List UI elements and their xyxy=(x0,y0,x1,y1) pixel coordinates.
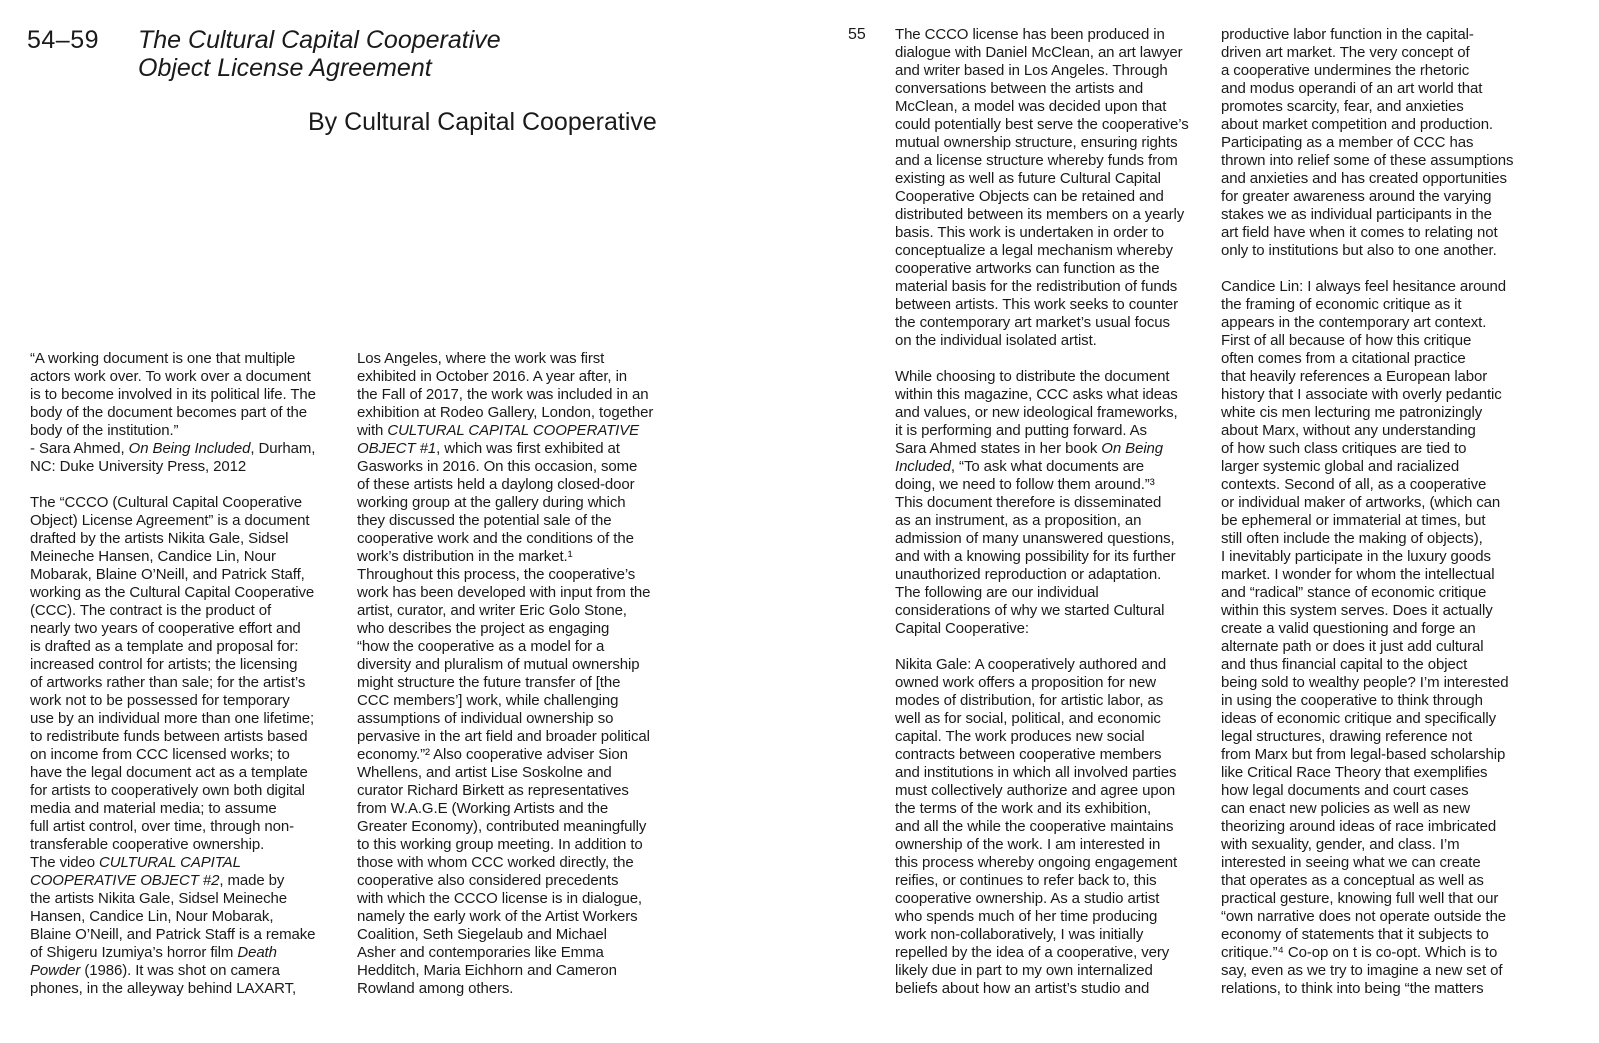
work-title: COOPERATIVE OBJECT #2 xyxy=(30,872,220,889)
paragraph xyxy=(895,26,1210,350)
text-line: the terms of the work and its exhibition, xyxy=(895,800,1152,817)
byline: By Cultural Capital Cooperative xyxy=(308,108,657,136)
text-line: Gasworks in 2016. On this occasion, some xyxy=(357,458,638,475)
text-line: theorizing around ideas of race imbricated xyxy=(1221,818,1497,835)
text-line: Cooperative Objects can be retained and xyxy=(895,188,1164,205)
text-line: “own narrative does not operate outside the xyxy=(1221,908,1507,925)
text-line: Hansen, Candice Lin, Nour Mobarak, xyxy=(30,908,274,925)
text-line: pervasive in the art field and broader political xyxy=(357,728,650,745)
article-title-line: The Cultural Capital Cooperative xyxy=(138,26,501,54)
text-line: being sold to wealthy people? I’m interested xyxy=(1221,674,1509,691)
paragraph xyxy=(1221,26,1541,260)
paragraph xyxy=(1221,278,1541,998)
text-line: Mobarak, Blaine O’Neill, and Patrick Staff, xyxy=(30,566,305,583)
text-line: relations, to think into being “the matters xyxy=(1221,980,1484,997)
text-line: practical gesture, knowing full well that our xyxy=(1221,890,1499,907)
text-line: could potentially best serve the cooperative’s xyxy=(895,116,1189,133)
text-line: Asher and contemporaries like Emma xyxy=(357,944,604,961)
text-line: exhibited in October 2016. A year after, in xyxy=(357,368,628,385)
text-line: Powder (1986). It was shot on camera xyxy=(30,962,280,979)
text-line: artist, curator, and writer Eric Golo Stone, xyxy=(357,602,627,619)
text-line: - Sara Ahmed, On Being Included, Durham, xyxy=(30,440,316,457)
text-line: on income from CCC licensed works; to xyxy=(30,746,290,763)
text-line: that operates as a conceptual as well as xyxy=(1221,872,1484,889)
text-line: Included, “To ask what documents are xyxy=(895,458,1145,475)
text-line: create a valid questioning and forge an xyxy=(1221,620,1476,637)
work-title: On Being Included xyxy=(128,440,251,457)
text-line: body of the document becomes part of the xyxy=(30,404,308,421)
text-line: Meineche Hansen, Candice Lin, Nour xyxy=(30,548,276,565)
text-line: thrown into relief some of these assumptions xyxy=(1221,152,1514,169)
article-title-line: Object License Agreement xyxy=(138,54,432,82)
text-line: work non-collaboratively, I was initially xyxy=(895,926,1144,943)
work-title: CULTURAL CAPITAL xyxy=(99,854,241,871)
text-line: OBJECT #1, which was first exhibited at xyxy=(357,440,620,457)
text-line: economy of statements that it subjects to xyxy=(1221,926,1489,943)
text-line: and with a knowing possibility for its further xyxy=(895,548,1176,565)
text-line: repelled by the idea of a cooperative, very xyxy=(895,944,1170,961)
text-line: stakes we as individual participants in the xyxy=(1221,206,1492,223)
text-line: interested in seeing what we can create xyxy=(1221,854,1481,871)
text-line: distributed between its members on a yearly xyxy=(895,206,1185,223)
text-line: Hedditch, Maria Eichhorn and Cameron xyxy=(357,962,617,979)
text-line: body of the institution.” xyxy=(30,422,179,439)
text-line: likely due in part to my own internalized xyxy=(895,962,1153,979)
text-line: COOPERATIVE OBJECT #2, made by xyxy=(30,872,285,889)
text-line: considerations of why we started Cultural xyxy=(895,602,1165,619)
work-title: Powder xyxy=(30,962,81,979)
text-line: history that I associate with overly pedantic xyxy=(1221,386,1502,403)
text-line: namely the early work of the Artist Workers xyxy=(357,908,638,925)
paragraph xyxy=(30,350,340,476)
paragraph xyxy=(30,494,340,998)
text-line: a cooperative undermines the rhetoric xyxy=(1221,62,1470,79)
page-range-number: 54–59 xyxy=(27,26,100,54)
text-line: This document therefore is disseminated xyxy=(895,494,1162,511)
text-line: conceptualize a legal mechanism whereby xyxy=(895,242,1173,259)
text-line: contracts between cooperative members xyxy=(895,746,1162,763)
text-line: phones, in the alleyway behind LAXART, xyxy=(30,980,297,997)
text-line: and modus operandi of an art world that xyxy=(1221,80,1483,97)
text-line: conversations between the artists and xyxy=(895,80,1144,97)
text-line: of Shigeru Izumiya’s horror film Death xyxy=(30,944,277,961)
text-line: legal structures, drawing reference not xyxy=(1221,728,1473,745)
text-line: doing, we need to follow them around.”³ xyxy=(895,476,1155,493)
text-line: “A working document is one that multiple xyxy=(30,350,296,367)
work-title: Death xyxy=(237,944,277,961)
text-line: who spends much of her time producing xyxy=(895,908,1158,925)
text-line: working group at the gallery during which xyxy=(357,494,626,511)
text-line: cooperative artworks can function as the xyxy=(895,260,1160,277)
text-line: is drafted as a template and proposal for: xyxy=(30,638,299,655)
text-line: existing as well as future Cultural Capital xyxy=(895,170,1161,187)
text-line: working as the Cultural Capital Cooperative xyxy=(30,584,315,601)
work-title: OBJECT #1 xyxy=(357,440,437,457)
text-line: like Critical Race Theory that exemplifies xyxy=(1221,764,1488,781)
text-line: how legal documents and court cases xyxy=(1221,782,1469,799)
text-line: that heavily references a European labor xyxy=(1221,368,1488,385)
text-line: Blaine O’Neill, and Patrick Staff is a remake xyxy=(30,926,316,943)
text-line: and institutions in which all involved parties xyxy=(895,764,1177,781)
text-line: capital. The work produces new social xyxy=(895,728,1145,745)
text-line: NC: Duke University Press, 2012 xyxy=(30,458,247,475)
text-line: While choosing to distribute the document xyxy=(895,368,1170,385)
text-line: (CCC). The contract is the product of xyxy=(30,602,272,619)
text-line: within this system serves. Does it actually xyxy=(1221,602,1493,619)
text-line: from W.A.G.E (Working Artists and the xyxy=(357,800,609,817)
text-line: ownership of the work. I am interested in xyxy=(895,836,1161,853)
text-line: modes of distribution, for artistic labor, as xyxy=(895,692,1164,709)
text-line: nearly two years of cooperative effort and xyxy=(30,620,301,637)
text-line: media and material media; to assume xyxy=(30,800,277,817)
text-line: use by an individual more than one lifetime; xyxy=(30,710,315,727)
text-line: of artworks rather than sale; for the artist’s xyxy=(30,674,306,691)
text-line: and values, or new ideological frameworks, xyxy=(895,404,1178,421)
text-line: contexts. Second of all, as a cooperative xyxy=(1221,476,1487,493)
text-line: who describes the project as engaging xyxy=(357,620,610,637)
text-line: actors work over. To work over a document xyxy=(30,368,311,385)
text-line: dialogue with Daniel McClean, an art lawyer xyxy=(895,44,1183,61)
text-line: often comes from a citational practice xyxy=(1221,350,1466,367)
text-line: Participating as a member of CCC has xyxy=(1221,134,1474,151)
text-line: mutual ownership structure, ensuring rights xyxy=(895,134,1178,151)
text-line: and a license structure whereby funds from xyxy=(895,152,1178,169)
text-line: and all the while the cooperative maintains xyxy=(895,818,1174,835)
text-line: work’s distribution in the market.¹ xyxy=(357,548,573,565)
paragraph xyxy=(357,350,677,998)
text-line: they discussed the potential sale of the xyxy=(357,512,612,529)
text-line: work not to be possessed for temporary xyxy=(30,692,290,709)
text-line: have the legal document act as a template xyxy=(30,764,308,781)
text-line: Candice Lin: I always feel hesitance around xyxy=(1221,278,1507,295)
text-line: cooperative also considered precedents xyxy=(357,872,619,889)
text-line: say, even as we try to imagine a new set of xyxy=(1221,962,1503,979)
text-line: Greater Economy), contributed meaningfully xyxy=(357,818,647,835)
text-line: First of all because of how this critique xyxy=(1221,332,1472,349)
text-line: cooperative ownership. As a studio artist xyxy=(895,890,1160,907)
text-line: Los Angeles, where the work was first xyxy=(357,350,605,367)
text-line: exhibition at Rodeo Gallery, London, together xyxy=(357,404,654,421)
text-line: McClean, a model was decided upon that xyxy=(895,98,1167,115)
text-line: economy.”² Also cooperative adviser Sion xyxy=(357,746,628,763)
text-line: can enact new policies as well as new xyxy=(1221,800,1470,817)
text-line: The “CCCO (Cultural Capital Cooperative xyxy=(30,494,303,511)
text-line: cooperative work and the conditions of the xyxy=(357,530,634,547)
text-line: and writer based in Los Angeles. Through xyxy=(895,62,1168,79)
text-line: promotes scarcity, fear, and anxieties xyxy=(1221,98,1464,115)
text-line: with which the CCCO license is in dialogue, xyxy=(357,890,642,907)
text-line: alternate path or does it just add cultural xyxy=(1221,638,1484,655)
text-line: Rowland among others. xyxy=(357,980,514,997)
text-line: on the individual isolated artist. xyxy=(895,332,1097,349)
text-line: within this magazine, CCC asks what ideas xyxy=(895,386,1178,403)
text-line: material basis for the redistribution of funds xyxy=(895,278,1178,295)
text-line: or individual maker of artworks, (which can xyxy=(1221,494,1501,511)
text-line: is to become involved in its political life. The xyxy=(30,386,316,403)
text-line: The following are our individual xyxy=(895,584,1099,601)
text-column xyxy=(357,350,677,1016)
text-line: the framing of economic critique as it xyxy=(1221,296,1462,313)
text-line: Coalition, Seth Siegelaub and Michael xyxy=(357,926,607,943)
text-line: and “radical” stance of economic critique xyxy=(1221,584,1487,601)
text-line: for greater awareness around the varying xyxy=(1221,188,1492,205)
text-line: critique.”⁴ Co-op on t is co-opt. Which is to xyxy=(1221,944,1498,961)
text-line: this process whereby ongoing engagement xyxy=(895,854,1178,871)
text-line: increased control for artists; the licensing xyxy=(30,656,298,673)
text-line: Throughout this process, the cooperative’s xyxy=(357,566,636,583)
article-title xyxy=(138,26,501,82)
text-line: full artist control, over time, through non- xyxy=(30,818,295,835)
text-line: must collectively authorize and agree upon xyxy=(895,782,1176,799)
text-line: be ephemeral or immaterial at times, but xyxy=(1221,512,1486,529)
text-line: for artists to cooperatively own both digital xyxy=(30,782,305,799)
text-line: only to institutions but also to one another. xyxy=(1221,242,1497,259)
text-line: driven art market. The very concept of xyxy=(1221,44,1470,61)
text-line: the Fall of 2017, the work was included in an xyxy=(357,386,649,403)
text-line: curator Richard Birkett as representatives xyxy=(357,782,629,799)
text-line: productive labor function in the capital- xyxy=(1221,26,1474,43)
text-line: Nikita Gale: A cooperatively authored and xyxy=(895,656,1167,673)
text-line: to redistribute funds between artists based xyxy=(30,728,308,745)
text-column xyxy=(30,350,340,1016)
text-line: basis. This work is undertaken in order to xyxy=(895,224,1164,241)
text-line: “how the cooperative as a model for a xyxy=(357,638,605,655)
text-line: work has been developed with input from the xyxy=(357,584,651,601)
text-line: to this working group meeting. In addition to xyxy=(357,836,643,853)
right-page xyxy=(800,0,1599,1043)
work-title: On Being xyxy=(1101,440,1164,457)
text-line: The CCCO license has been produced in xyxy=(895,26,1165,43)
text-line: Object) License Agreement” is a document xyxy=(30,512,310,529)
text-line: well as for social, political, and economic xyxy=(895,710,1161,727)
text-line: it is performing and putting forward. As xyxy=(895,422,1147,439)
text-line: market. I wonder for whom the intellectual xyxy=(1221,566,1495,583)
text-line: and thus financial capital to the object xyxy=(1221,656,1468,673)
text-line: beliefs about how an artist’s studio and xyxy=(895,980,1150,997)
text-line: still often include the making of objects), xyxy=(1221,530,1483,547)
work-title: CULTURAL CAPITAL COOPERATIVE xyxy=(387,422,640,439)
text-line: the contemporary art market’s usual focus xyxy=(895,314,1170,331)
text-line: I inevitably participate in the luxury goods xyxy=(1221,548,1491,565)
paragraph xyxy=(895,656,1210,998)
text-column xyxy=(1221,26,1541,1016)
text-line: appears in the contemporary art context. xyxy=(1221,314,1487,331)
text-line: assumptions of individual ownership so xyxy=(357,710,614,727)
page-number: 55 xyxy=(848,26,866,43)
text-line: those with whom CCC worked directly, the xyxy=(357,854,634,871)
text-line: admission of many unanswered questions, xyxy=(895,530,1175,547)
text-line: might structure the future transfer of [the xyxy=(357,674,621,691)
text-line: owned work offers a proposition for new xyxy=(895,674,1156,691)
text-line: and anxieties and has created opportunities xyxy=(1221,170,1507,187)
text-line: with CULTURAL CAPITAL COOPERATIVE xyxy=(357,422,640,439)
text-line: transferable cooperative ownership. xyxy=(30,836,265,853)
text-line: in using the cooperative to think through xyxy=(1221,692,1483,709)
text-line: about Marx, without any understanding xyxy=(1221,422,1476,439)
text-line: white cis men lecturing me patronizingly xyxy=(1221,404,1483,421)
text-line: diversity and pluralism of mutual ownership xyxy=(357,656,640,673)
text-line: between artists. This work seeks to counter xyxy=(895,296,1179,313)
text-line: from Marx but from legal-based scholarship xyxy=(1221,746,1506,763)
text-column xyxy=(895,26,1210,1016)
text-line: of how such class critiques are tied to xyxy=(1221,440,1467,457)
text-line: reifies, or continues to refer back to, this xyxy=(895,872,1157,889)
text-line: Whellens, and artist Lise Soskolne and xyxy=(357,764,612,781)
text-line: unauthorized reproduction or adaptation. xyxy=(895,566,1162,583)
text-line: Capital Cooperative: xyxy=(895,620,1029,637)
text-line: ideas of economic critique and specifically xyxy=(1221,710,1497,727)
paragraph xyxy=(895,368,1210,638)
text-line: as an instrument, as a proposition, an xyxy=(895,512,1142,529)
text-line: Sara Ahmed states in her book On Being xyxy=(895,440,1164,457)
text-line: The video CULTURAL CAPITAL xyxy=(30,854,241,871)
text-line: the artists Nikita Gale, Sidsel Meineche xyxy=(30,890,287,907)
text-line: of these artists held a daylong closed-door xyxy=(357,476,635,493)
text-line: with sexuality, gender, and class. I’m xyxy=(1221,836,1460,853)
text-line: larger systemic global and racialized xyxy=(1221,458,1460,475)
work-title: Included xyxy=(895,458,951,475)
text-line: about market competition and production. xyxy=(1221,116,1493,133)
text-line: CCC members’] work, while challenging xyxy=(357,692,619,709)
text-line: art field have when it comes to relating not xyxy=(1221,224,1498,241)
text-line: drafted by the artists Nikita Gale, Sidsel xyxy=(30,530,289,547)
